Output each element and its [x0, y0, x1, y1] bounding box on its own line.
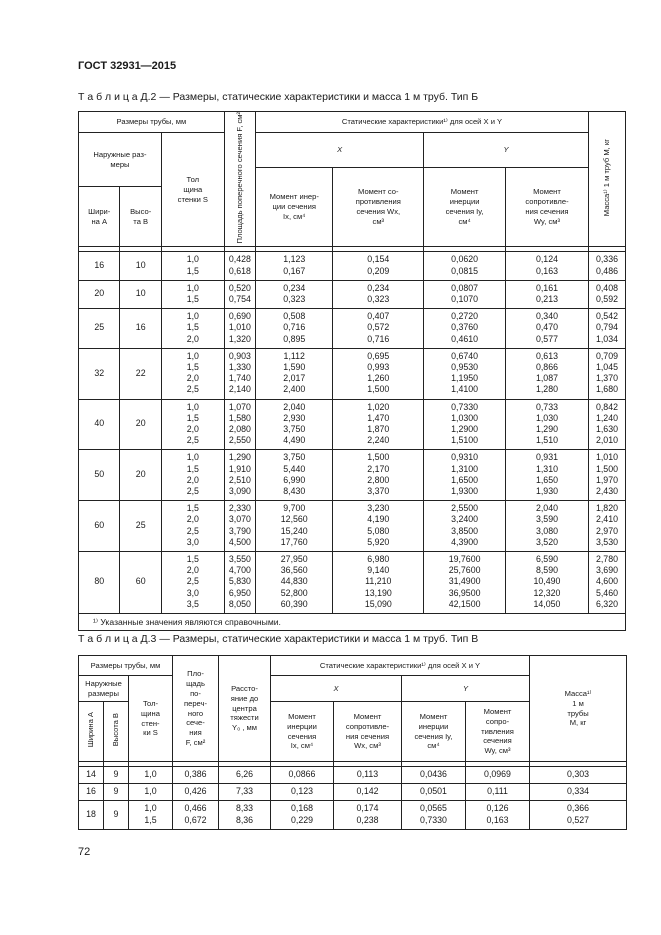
cell-wy: 0,931 1,310 1,650 1,930 [506, 450, 589, 501]
table-row [79, 450, 626, 501]
cell-s: 1,0 [129, 767, 173, 784]
header-wx: Момент со- противления сечения Wx, см³ [333, 167, 424, 247]
cell-m: 1,010 1,500 1,970 2,430 [588, 450, 625, 501]
cell-a: 18 [79, 801, 104, 829]
cell-wy: 0,124 0,163 [506, 252, 589, 280]
cell-ix: 3,750 5,440 6,990 8,430 [256, 450, 333, 501]
cell-a: 14 [79, 767, 104, 784]
cell-a: 20 [79, 280, 120, 308]
table-row [79, 501, 626, 552]
table-row [79, 784, 627, 801]
cell-m: 0,366 0,527 [530, 801, 627, 829]
cell-wy: 0,733 1,030 1,290 1,510 [506, 399, 589, 450]
cell-wy: 0,161 0,213 [506, 280, 589, 308]
cell-iy: 0,0565 0,7330 [402, 801, 466, 829]
cell-iy: 0,0501 [402, 784, 466, 801]
cell-b: 9 [104, 767, 129, 784]
cell-s: 1,0 1,5 2,0 2,5 [161, 348, 224, 399]
cell-ix: 0,234 0,323 [256, 280, 333, 308]
cell-m: 0,842 1,240 1,630 2,010 [588, 399, 625, 450]
header-width: Шири- на A [79, 187, 120, 247]
cell-wx: 0,142 [334, 784, 402, 801]
cell-wx: 0,154 0,209 [333, 252, 424, 280]
page-number: 72 [78, 846, 91, 858]
header-axis-x: X [256, 133, 424, 168]
header-height: Высо- та B [120, 187, 161, 247]
header-wy: Момент сопро- тивления сечения Wy, см³ [466, 702, 530, 762]
table-d2-footnote: ¹⁾ Указанные значения являются справочными. [79, 614, 626, 631]
cell-wy: 0,613 0,866 1,087 1,280 [506, 348, 589, 399]
cell-wx: 6,980 9,140 11,210 13,190 15,090 [333, 552, 424, 614]
cell-b: 9 [104, 801, 129, 829]
cell-a: 40 [79, 399, 120, 450]
cell-s: 1,0 [129, 784, 173, 801]
cell-s: 1,0 1,5 [161, 280, 224, 308]
table-row [79, 399, 626, 450]
header-static: Статические характеристики¹⁾ для осей X и Y [256, 112, 589, 133]
cell-iy: 0,6740 0,9530 1,1950 1,4100 [424, 348, 506, 399]
cell-a: 32 [79, 348, 120, 399]
header-axis-x: X [271, 676, 402, 702]
cell-s: 1,0 1,5 2,0 [161, 309, 224, 349]
cell-ix: 0,123 [271, 784, 334, 801]
cell-a: 60 [79, 501, 120, 552]
cell-wx: 0,174 0,238 [334, 801, 402, 829]
header-iy: Момент инерции сечения Iy, см⁴ [424, 167, 506, 247]
cell-m: 0,334 [530, 784, 627, 801]
cell-b: 16 [120, 309, 161, 349]
header-width: Ширина A [79, 702, 104, 762]
header-wy: Момент сопротивле- ния сечения Wy, см³ [506, 167, 589, 247]
cell-s: 1,0 1,5 [161, 252, 224, 280]
cell-wy: 6,590 8,590 10,490 12,320 14,050 [506, 552, 589, 614]
cell-f: 0,426 [173, 784, 219, 801]
header-thickness: Тол щина стенки S [161, 133, 224, 247]
table-row [79, 801, 627, 829]
cell-m: 2,780 3,690 4,600 5,460 6,320 [588, 552, 625, 614]
cell-ix: 1,112 1,590 2,017 2,400 [256, 348, 333, 399]
cell-f: 0,428 0,618 [224, 252, 255, 280]
cell-f: 2,330 3,070 3,790 4,500 [224, 501, 255, 552]
cell-iy: 0,0436 [402, 767, 466, 784]
cell-b: 60 [120, 552, 161, 614]
table-d3-caption: Т а б л и ц а Д.3 — Размеры, статические характеристики и масса 1 м труб. Тип В [78, 633, 479, 645]
table-d2 [78, 111, 626, 631]
cell-f: 0,903 1,330 1,740 2,140 [224, 348, 255, 399]
cell-b: 10 [120, 252, 161, 280]
header-distance: Рассто- яние до центра тяжести Y₀ , мм [219, 656, 271, 762]
cell-ix: 27,950 36,560 44,830 52,800 60,390 [256, 552, 333, 614]
header-axis-y: Y [402, 676, 530, 702]
cell-f: 0,386 [173, 767, 219, 784]
cell-ix: 9,700 12,560 15,240 17,760 [256, 501, 333, 552]
cell-wy: 0,126 0,163 [466, 801, 530, 829]
header-outer: Наружные размеры [79, 676, 129, 702]
cell-iy: 0,7330 1,0300 1,2900 1,5100 [424, 399, 506, 450]
header-static: Статические характеристики¹⁾ для осей X и Y [271, 656, 530, 676]
cell-m: 1,820 2,410 2,970 3,530 [588, 501, 625, 552]
cell-a: 50 [79, 450, 120, 501]
cell-f: 0,520 0,754 [224, 280, 255, 308]
cell-wy: 0,0969 [466, 767, 530, 784]
cell-b: 20 [120, 450, 161, 501]
header-outer: Наружные раз- меры [79, 133, 162, 187]
cell-ix: 0,508 0,716 0,895 [256, 309, 333, 349]
header-sizes: Размеры трубы, мм [79, 112, 225, 133]
cell-a: 25 [79, 309, 120, 349]
table-row [79, 552, 626, 614]
header-sizes: Размеры трубы, мм [79, 656, 173, 676]
cell-iy: 0,0807 0,1070 [424, 280, 506, 308]
cell-s: 1,0 1,5 [129, 801, 173, 829]
cell-wx: 1,500 2,170 2,800 3,370 [333, 450, 424, 501]
table-row [79, 252, 626, 280]
cell-m: 0,303 [530, 767, 627, 784]
cell-f: 3,550 4,700 5,830 6,950 8,050 [224, 552, 255, 614]
cell-b: 22 [120, 348, 161, 399]
cell-s: 1,5 2,0 2,5 3,0 [161, 501, 224, 552]
cell-ix: 0,0866 [271, 767, 334, 784]
cell-f: 0,690 1,010 1,320 [224, 309, 255, 349]
cell-y0: 6,26 [219, 767, 271, 784]
cell-wx: 0,407 0,572 0,716 [333, 309, 424, 349]
header-thickness: Тол- щина стен- ки S [129, 676, 173, 762]
header-axis-y: Y [424, 133, 589, 168]
cell-s: 1,0 1,5 2,0 2,5 [161, 399, 224, 450]
cell-wx: 3,230 4,190 5,080 5,920 [333, 501, 424, 552]
header-ix: Момент инерции сечения Ix, см⁴ [271, 702, 334, 762]
cell-a: 16 [79, 784, 104, 801]
cell-s: 1,0 1,5 2,0 2,5 [161, 450, 224, 501]
cell-b: 10 [120, 280, 161, 308]
header-mass: Масса¹⁾ 1 м труб M, кг [588, 112, 625, 247]
cell-wx: 0,113 [334, 767, 402, 784]
cell-ix: 1,123 0,167 [256, 252, 333, 280]
cell-wy: 0,111 [466, 784, 530, 801]
cell-b: 9 [104, 784, 129, 801]
cell-f: 1,290 1,910 2,510 3,090 [224, 450, 255, 501]
header-iy: Момент инерции сечения Iy, см⁴ [402, 702, 466, 762]
header-area: Пло- щадь по- переч- ного сече- ния F, см² [173, 656, 219, 762]
cell-iy: 0,2720 0,3760 0,4610 [424, 309, 506, 349]
cell-ix: 2,040 2,930 3,750 4,490 [256, 399, 333, 450]
document-code: ГОСТ 32931—2015 [78, 60, 177, 72]
table-row [79, 280, 626, 308]
cell-b: 20 [120, 399, 161, 450]
cell-wy: 2,040 3,590 3,080 3,520 [506, 501, 589, 552]
cell-f: 1,070 1,580 2,080 2,550 [224, 399, 255, 450]
cell-wx: 1,020 1,470 1,870 2,240 [333, 399, 424, 450]
cell-s: 1,5 2,0 2,5 3,0 3,5 [161, 552, 224, 614]
table-row [79, 767, 627, 784]
header-mass: Масса¹⁾ 1 м трубы M, кг [530, 656, 627, 762]
cell-a: 16 [79, 252, 120, 280]
cell-iy: 19,7600 25,7600 31,4900 36,9500 42,1500 [424, 552, 506, 614]
cell-a: 80 [79, 552, 120, 614]
cell-m: 0,336 0,486 [588, 252, 625, 280]
table-row [79, 309, 626, 349]
cell-ix: 0,168 0,229 [271, 801, 334, 829]
cell-wx: 0,695 0,993 1,260 1,500 [333, 348, 424, 399]
cell-m: 0,408 0,592 [588, 280, 625, 308]
cell-b: 25 [120, 501, 161, 552]
cell-iy: 2,5500 3,2400 3,8500 4,3900 [424, 501, 506, 552]
cell-y0: 7,33 [219, 784, 271, 801]
cell-iy: 0,0620 0,0815 [424, 252, 506, 280]
table-row [79, 348, 626, 399]
cell-f: 0,466 0,672 [173, 801, 219, 829]
cell-m: 0,542 0,794 1,034 [588, 309, 625, 349]
table-d3 [78, 655, 627, 830]
cell-wx: 0,234 0,323 [333, 280, 424, 308]
cell-wy: 0,340 0,470 0,577 [506, 309, 589, 349]
header-height: Высота B [104, 702, 129, 762]
header-wx: Момент сопротивле- ния сечения Wx, см³ [334, 702, 402, 762]
header-area: Площадь поперечного сечения F, см² [224, 112, 255, 247]
cell-y0: 8,33 8,36 [219, 801, 271, 829]
header-ix: Момент инер- ции сечения Ix, см⁴ [256, 167, 333, 247]
cell-iy: 0,9310 1,3100 1,6500 1,9300 [424, 450, 506, 501]
table-d2-caption: Т а б л и ц а Д.2 — Размеры, статические характеристики и масса 1 м труб. Тип Б [78, 91, 479, 103]
cell-m: 0,709 1,045 1,370 1,680 [588, 348, 625, 399]
